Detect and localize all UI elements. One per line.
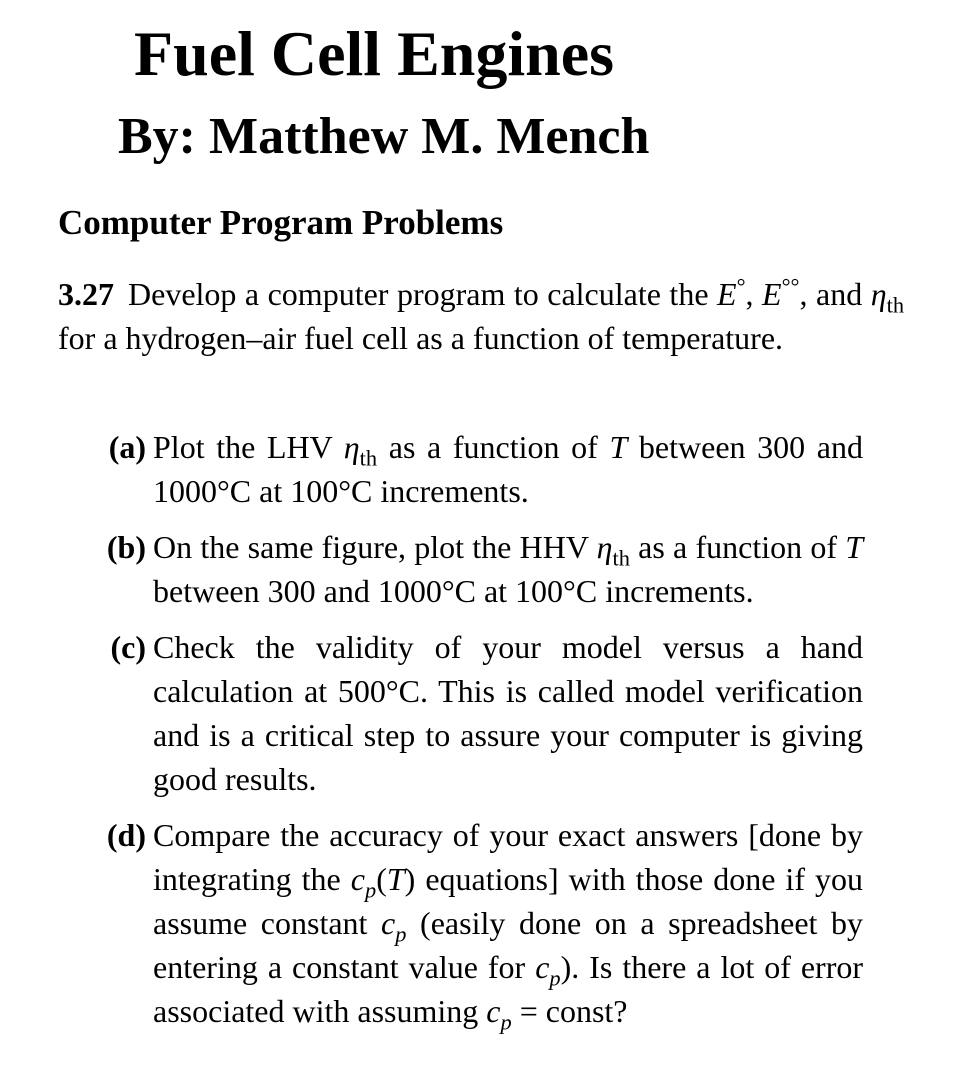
part-text: = const? xyxy=(511,993,628,1029)
part-text: between 300 and 1000°C at 100°C increments. xyxy=(153,573,754,609)
section-heading: Computer Program Problems xyxy=(58,203,504,242)
part-text: Check the validity of your model versus a hand calculation at 500°C. This is called model verification and is a critical step to assure your computer is giving good results. xyxy=(153,629,863,797)
symbol-eta: η xyxy=(343,429,360,465)
part-text: Plot the LHV xyxy=(153,429,344,465)
symbol-double-degree: °° xyxy=(781,273,800,299)
part-label: (a) xyxy=(108,429,146,465)
part-label: (d) xyxy=(106,817,146,853)
symbol-c: c xyxy=(350,861,365,897)
symbol-degree: ° xyxy=(736,273,746,299)
statement-text: for a hydrogen–air fuel cell as a function of temperature. xyxy=(58,320,784,356)
symbol-e: E xyxy=(762,276,782,312)
subscript-p: p xyxy=(395,921,407,947)
part-text: as a function of xyxy=(629,529,846,565)
problem-number: 3.27 xyxy=(58,276,114,312)
subscript-p: p xyxy=(365,877,377,903)
symbol-c: c xyxy=(381,905,396,941)
problem-statement xyxy=(58,272,904,360)
part-text: ( xyxy=(376,861,387,897)
subscript-th: th xyxy=(359,445,378,471)
part-d xyxy=(80,813,863,1033)
symbol-eta: η xyxy=(596,529,613,565)
problem-parts xyxy=(80,425,863,1045)
book-title: Fuel Cell Engines xyxy=(134,18,615,89)
book-author: By: Matthew M. Mench xyxy=(118,108,650,165)
subscript-th: th xyxy=(612,545,630,571)
part-label: (c) xyxy=(110,629,146,665)
part-text: (easily done on a spreadsheet by entering a constant value for xyxy=(153,905,864,985)
symbol-t: T xyxy=(845,529,864,565)
symbol-e: E xyxy=(717,276,737,312)
part-a xyxy=(80,425,863,513)
statement-text: , xyxy=(745,276,763,312)
subscript-th: th xyxy=(886,292,905,318)
symbol-c: c xyxy=(486,993,501,1029)
symbol-t: T xyxy=(609,429,628,465)
symbol-c: c xyxy=(535,949,550,985)
symbol-t: T xyxy=(386,861,405,897)
symbol-eta: η xyxy=(870,276,887,312)
statement-text: , and xyxy=(799,276,871,312)
part-label: (b) xyxy=(106,529,146,565)
part-text: On the same figure, plot the HHV xyxy=(153,529,597,565)
part-c xyxy=(80,625,863,801)
part-b xyxy=(80,525,863,613)
statement-text: Develop a computer program to calculate the xyxy=(128,276,718,312)
part-text: Compare the accuracy of your exact answers [done by integrating the xyxy=(153,817,863,897)
part-text: ) equations] with those done if you assume constant xyxy=(153,861,864,941)
part-text: as a function of xyxy=(377,429,610,465)
part-text: ). Is there a lot of error associated with assuming xyxy=(153,949,864,1029)
part-text: between 300 and 1000°C at 100°C increments. xyxy=(153,429,864,509)
subscript-p: p xyxy=(549,965,561,991)
subscript-p: p xyxy=(500,1009,512,1035)
